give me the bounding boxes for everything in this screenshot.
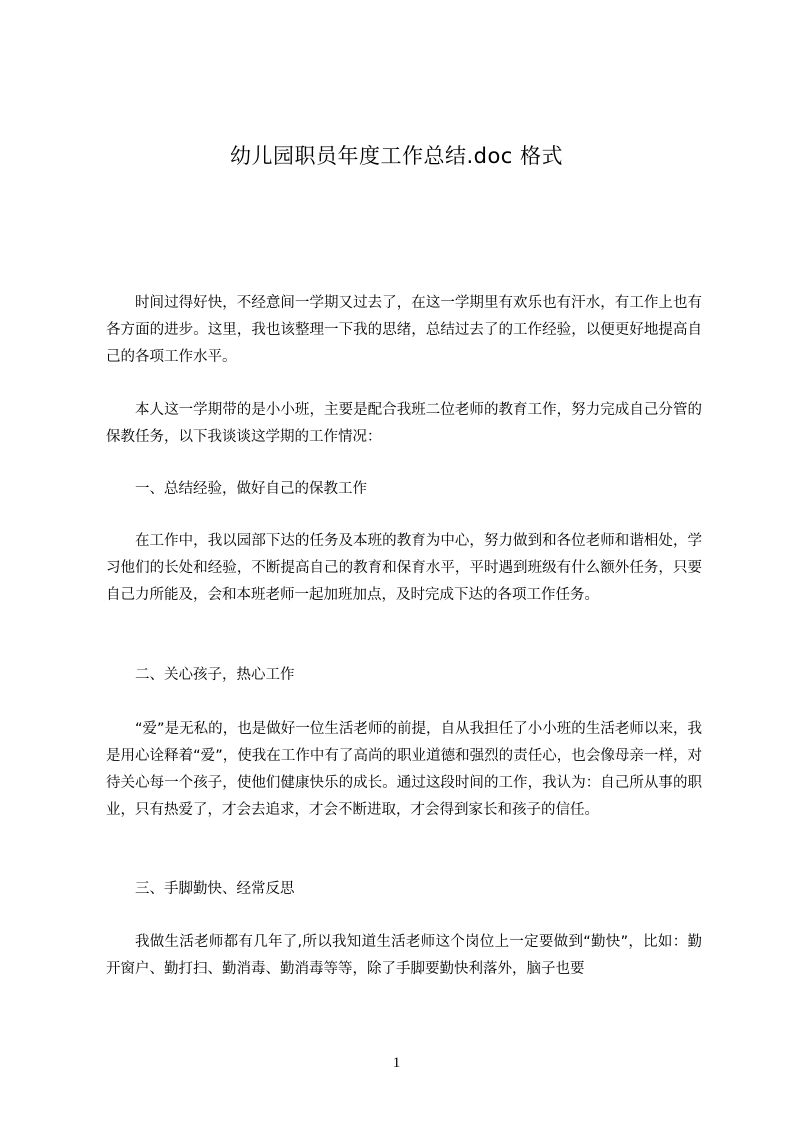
paragraph-section-3: 我做生活老师都有几年了,所以我知道生活老师这个岗位上一定要做到“勤快”，比如：勤开窗户、勤打扫、勤消毒、勤消毒等等，除了手脚要勤快利落外，脑子也要 <box>106 934 702 977</box>
paragraph-section-2: “爱”是无私的，也是做好一位生活老师的前提，自从我担任了小小班的生活老师以来，我是用心诠释着“爱”，使我在工作中有了高尚的职业道德和强烈的责任心，也会像母亲一样，对待关心每一个孩子，使他们健康快乐的成长。通过这段时间的工作，我认为：自己所从事的职业，只有热爱了，才会去追求，才会不断进取，才会得到家长和孩子的信任。 <box>106 721 702 818</box>
paragraph-section-1: 在工作中，我以园部下达的任务及本班的教育为中心，努力做到和各位老师和谐相处，学习他们的长处和经验，不断提高自己的教育和保育水平，平时遇到班级有什么额外任务，只要自己力所能及，会和本班老师一起加班加点，及时完成下达的各项工作任务。 <box>106 533 702 603</box>
page-number: 1 <box>392 1055 401 1071</box>
paragraph-class-overview: 本人这一学期带的是小小班，主要是配合我班二位老师的教育工作，努力完成自己分管的保教任务，以下我谈谈这学期的工作情况： <box>106 402 702 445</box>
document-title: 幼儿园职员年度工作总结.doc 格式 <box>229 144 564 168</box>
section-heading-1: 一、总结经验，做好自己的保教工作 <box>135 481 367 497</box>
section-heading-2: 二、关心孩子，热心工作 <box>135 667 295 683</box>
section-heading-3: 三、手脚勤快、经常反思 <box>135 881 295 897</box>
paragraph-intro: 时间过得好快，不经意间一学期又过去了，在这一学期里有欢乐也有汗水，有工作上也有各方面的进步。这里，我也该整理一下我的思绪，总结过去了的工作经验，以便更好地提高自己的各项工作水平。 <box>106 295 702 365</box>
